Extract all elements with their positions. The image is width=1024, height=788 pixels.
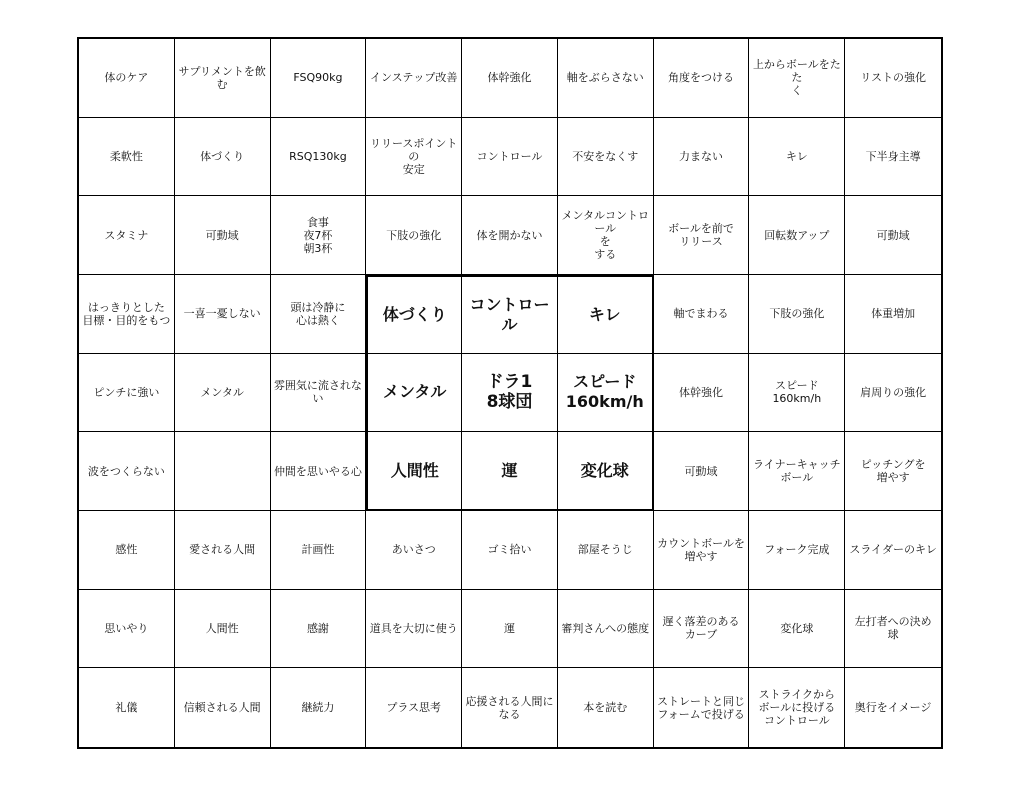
goal-cell: 礼儀 [79,668,175,747]
goal-cell: 感性 [79,511,175,590]
main-goal-cell: ドラ1 8球団 [462,354,558,433]
core-goal-cell: 変化球 [558,432,654,511]
goal-cell: あいさつ [366,511,462,590]
goal-cell: ピッチングを 増やす [845,432,941,511]
core-goal-cell: メンタル [366,354,462,433]
goal-cell: 体のケア [79,39,175,118]
goal-cell: 思いやり [79,590,175,669]
goal-cell: 上からボールをたた く [749,39,845,118]
goal-cell: 柔軟性 [79,118,175,197]
goal-cell: 運 [462,590,558,669]
goal-cell: スタミナ [79,196,175,275]
goal-cell: 体づくり [175,118,271,197]
core-goal-cell: 人間性 [366,432,462,511]
goal-cell: 本を読む [558,668,654,747]
goal-cell: 左打者への決め 球 [845,590,941,669]
goal-cell: 波をつくらない [79,432,175,511]
goal-cell: ボールを前で リリース [654,196,750,275]
goal-cell: プラス思考 [366,668,462,747]
core-goal-cell: 体づくり [366,275,462,354]
goal-cell: フォーク完成 [749,511,845,590]
goal-cell: メンタル [175,354,271,433]
goal-cell: インステップ改善 [366,39,462,118]
goal-cell: 角度をつける [654,39,750,118]
core-goal-cell: コントロール [462,275,558,354]
goal-cell: 肩周りの強化 [845,354,941,433]
goal-cell: 一喜一憂しない [175,275,271,354]
goal-cell: 軸でまわる [654,275,750,354]
goal-cell: メンタルコントロール を する [558,196,654,275]
goal-cell: 奥行をイメージ [854,701,932,715]
goal-cell: リリースポイントの 安定 [366,118,462,197]
goal-cell: 軸をぶらさない [558,39,654,118]
goal-cell: キレ [749,118,845,197]
goal-cell: FSQ90kg [271,39,367,118]
goal-cell: 仲間を思いやる心 [271,432,367,511]
goal-cell: 計画性 [271,511,367,590]
core-goal-cell: キレ [558,275,654,354]
goal-cell: スピード 160km/h [749,354,845,433]
goal-cell: ゴミ拾い [462,511,558,590]
goal-cell: 変化球 [749,590,845,669]
goal-cell: 回転数アップ [749,196,845,275]
goal-cell: 不安をなくす [558,118,654,197]
goal-cell: 体幹強化 [462,39,558,118]
goal-cell: 体を開かない [462,196,558,275]
core-goal-cell: 運 [462,432,558,511]
goal-cell: ライナーキャッチ ボール [749,432,845,511]
goal-cell: 下肢の強化 [366,196,462,275]
goal-cell: 頭は冷静に 心は熱く [271,275,367,354]
core-goal-cell: スピード 160km/h [558,354,654,433]
goal-cell: 部屋そうじ [558,511,654,590]
goal-cell [175,432,271,511]
goal-cell: 愛される人間 [175,511,271,590]
goal-cell: 下半身主導 [845,118,941,197]
goal-mandala-chart [77,37,943,749]
goal-cell: スライダーのキレ [845,511,941,590]
goal-cell: ストレートと同じ フォームで投げる [654,668,750,747]
goal-cell: 力まない [654,118,750,197]
goal-cell: 可動域 [845,196,941,275]
goal-cell: 信頼される人間 [175,668,271,747]
goal-cell: 継続力 [271,668,367,747]
goal-cell: 食事 夜7杯 朝3杯 [271,196,367,275]
goal-cell: RSQ130kg [271,118,367,197]
goal-cell: 人間性 [175,590,271,669]
goal-cell: 可動域 [175,196,271,275]
goal-cell: 応援される人間に なる [462,668,558,747]
goal-cell: 遅く落差のある カーブ [654,590,750,669]
goal-cell: ピンチに強い [79,354,175,433]
goal-cell: カウントボールを 増やす [654,511,750,590]
goal-cell: 可動域 [654,432,750,511]
goal-cell: コントロール [462,118,558,197]
goal-cell: 感謝 [271,590,367,669]
goal-cell: 審判さんへの態度 [558,590,654,669]
goal-cell: 体幹強化 [654,354,750,433]
goal-cell: 下肢の強化 [749,275,845,354]
goal-cell: 道具を大切に使う [366,590,462,669]
goal-cell: はっきりとした 目標・目的をもつ [79,275,175,354]
goal-cell: ストライクから ボールに投げる コントロール [749,668,845,747]
goal-cell: 体重増加 [845,275,941,354]
goal-cell: 雰囲気に流されない [271,354,367,433]
goal-cell: サプリメントを飲む [175,39,271,118]
goal-cell: リストの強化 [845,39,941,118]
